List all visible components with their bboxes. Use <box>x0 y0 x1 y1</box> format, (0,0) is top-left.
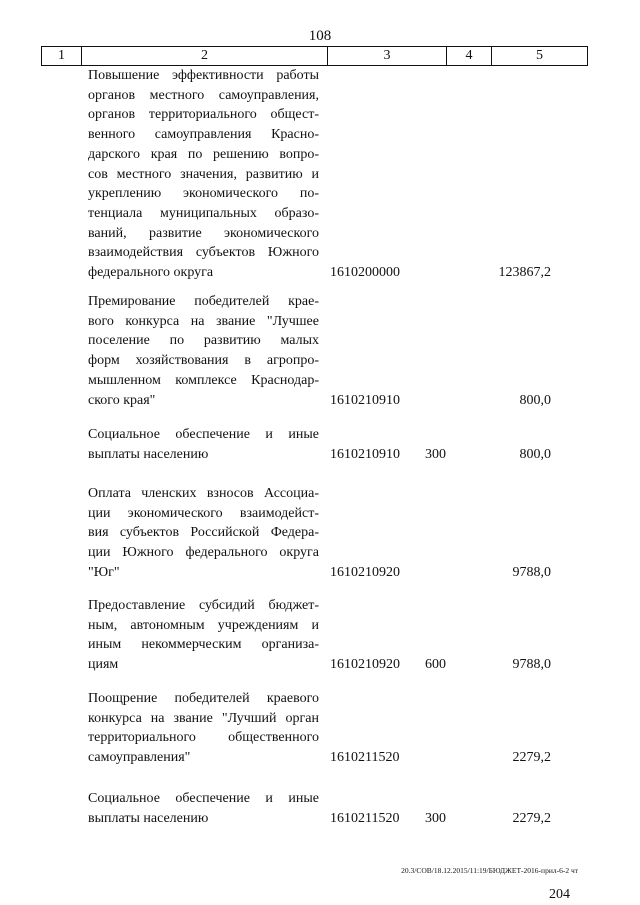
row-code: 1610211520 <box>330 810 400 826</box>
row-amount: 800,0 <box>519 392 551 408</box>
row-name <box>88 689 319 768</box>
row-name-line: Оплата членских взносов Ассоциа- <box>88 486 319 501</box>
row-name-line: Премирование победителей крае- <box>88 294 319 309</box>
row-name-line: органов территориального общест- <box>88 107 319 123</box>
row-name-line: тенциала муниципальных образо- <box>88 205 319 221</box>
page-mark: 204 <box>549 887 570 902</box>
table-row <box>88 484 588 583</box>
row-name-line: ского края" <box>88 392 156 408</box>
row-name-line: ным, автономным учреждениям и <box>88 617 319 633</box>
table-header <box>41 46 588 66</box>
column-header-1: 1 <box>42 47 82 65</box>
row-name <box>88 425 319 464</box>
table-row <box>88 789 588 828</box>
row-code: 1610200000 <box>330 265 400 281</box>
column-header-4: 4 <box>447 47 492 65</box>
row-name-line: циям <box>88 657 119 673</box>
row-name <box>88 596 319 675</box>
table-row <box>88 596 588 675</box>
row-amount: 123867,2 <box>498 265 551 281</box>
row-name-line: Социальное обеспечение и иные <box>88 791 319 806</box>
row-name-line: территориального общественного <box>88 730 319 746</box>
row-name <box>88 789 319 828</box>
row-name-line: Предоставление субсидий бюджет- <box>88 598 319 613</box>
row-code: 1610210910 <box>330 446 400 462</box>
row-name-line: венного самоуправления Красно- <box>88 127 319 143</box>
row-amount: 9788,0 <box>512 657 551 673</box>
row-name-line: иным некоммерческим организа- <box>88 637 319 653</box>
document-footer: 20.3/СОВ/18.12.2015/11:19/БЮДЖЕТ-2016-прил-6-2 чт <box>401 866 578 875</box>
row-name-line: самоуправления" <box>88 750 191 766</box>
row-name-line: укреплению экономического по- <box>88 186 319 202</box>
table-row <box>88 425 588 464</box>
row-name-line: ваний, развитие экономического <box>88 225 319 241</box>
column-header-3: 3 <box>328 47 447 65</box>
row-name-line: федерального округа <box>88 265 214 281</box>
row-name <box>88 292 319 410</box>
row-name-line: конкурса на звание "Лучший орган <box>88 710 319 726</box>
row-code: 1610210910 <box>330 392 400 408</box>
table-row <box>88 689 588 768</box>
row-name-line: Поощрение победителей краевого <box>88 691 319 706</box>
row-amount: 800,0 <box>519 446 551 462</box>
row-code: 1610210920 <box>330 657 400 673</box>
row-name-line: выплаты населению <box>88 810 209 826</box>
row-name-line: выплаты населению <box>88 446 209 462</box>
row-name-line: Социальное обеспечение и иные <box>88 427 319 442</box>
row-type: 300 <box>425 810 446 826</box>
column-header-5: 5 <box>536 48 543 63</box>
row-name-line: вия субъектов Российской Федера- <box>88 525 319 541</box>
row-name-line: "Юг" <box>88 564 120 580</box>
row-code: 1610211520 <box>330 750 400 766</box>
table-row <box>88 292 588 410</box>
row-name-line: ции экономического взаимодейст- <box>88 505 319 521</box>
row-code: 1610210920 <box>330 564 400 580</box>
row-type: 600 <box>425 657 446 673</box>
row-name <box>88 484 319 583</box>
row-amount: 9788,0 <box>512 564 551 580</box>
row-amount: 2279,2 <box>512 810 551 826</box>
row-type: 300 <box>425 446 446 462</box>
row-name <box>88 66 319 283</box>
row-name-line: сов местного значения, развитию и <box>88 166 319 182</box>
row-name-line: дарского края по решению вопро- <box>88 146 319 162</box>
row-name-line: органов местного самоуправления, <box>88 87 319 103</box>
column-header-2: 2 <box>82 47 328 65</box>
row-name-line: взаимодействия субъектов Южного <box>88 245 319 261</box>
row-name-line: поселение по развитию малых <box>88 333 319 349</box>
row-name-line: вого конкурса на звание "Лучшее <box>88 313 319 329</box>
row-name-line: мышленном комплексе Краснодар- <box>88 372 319 388</box>
row-amount: 2279,2 <box>512 750 551 766</box>
row-name-line: Повышение эффективности работы <box>88 68 319 83</box>
page-number: 108 <box>308 28 332 44</box>
table-row <box>88 66 588 283</box>
row-name-line: форм хозяйствования в агропро- <box>88 353 319 369</box>
row-name-line: ции Южного федерального округа <box>88 545 319 561</box>
